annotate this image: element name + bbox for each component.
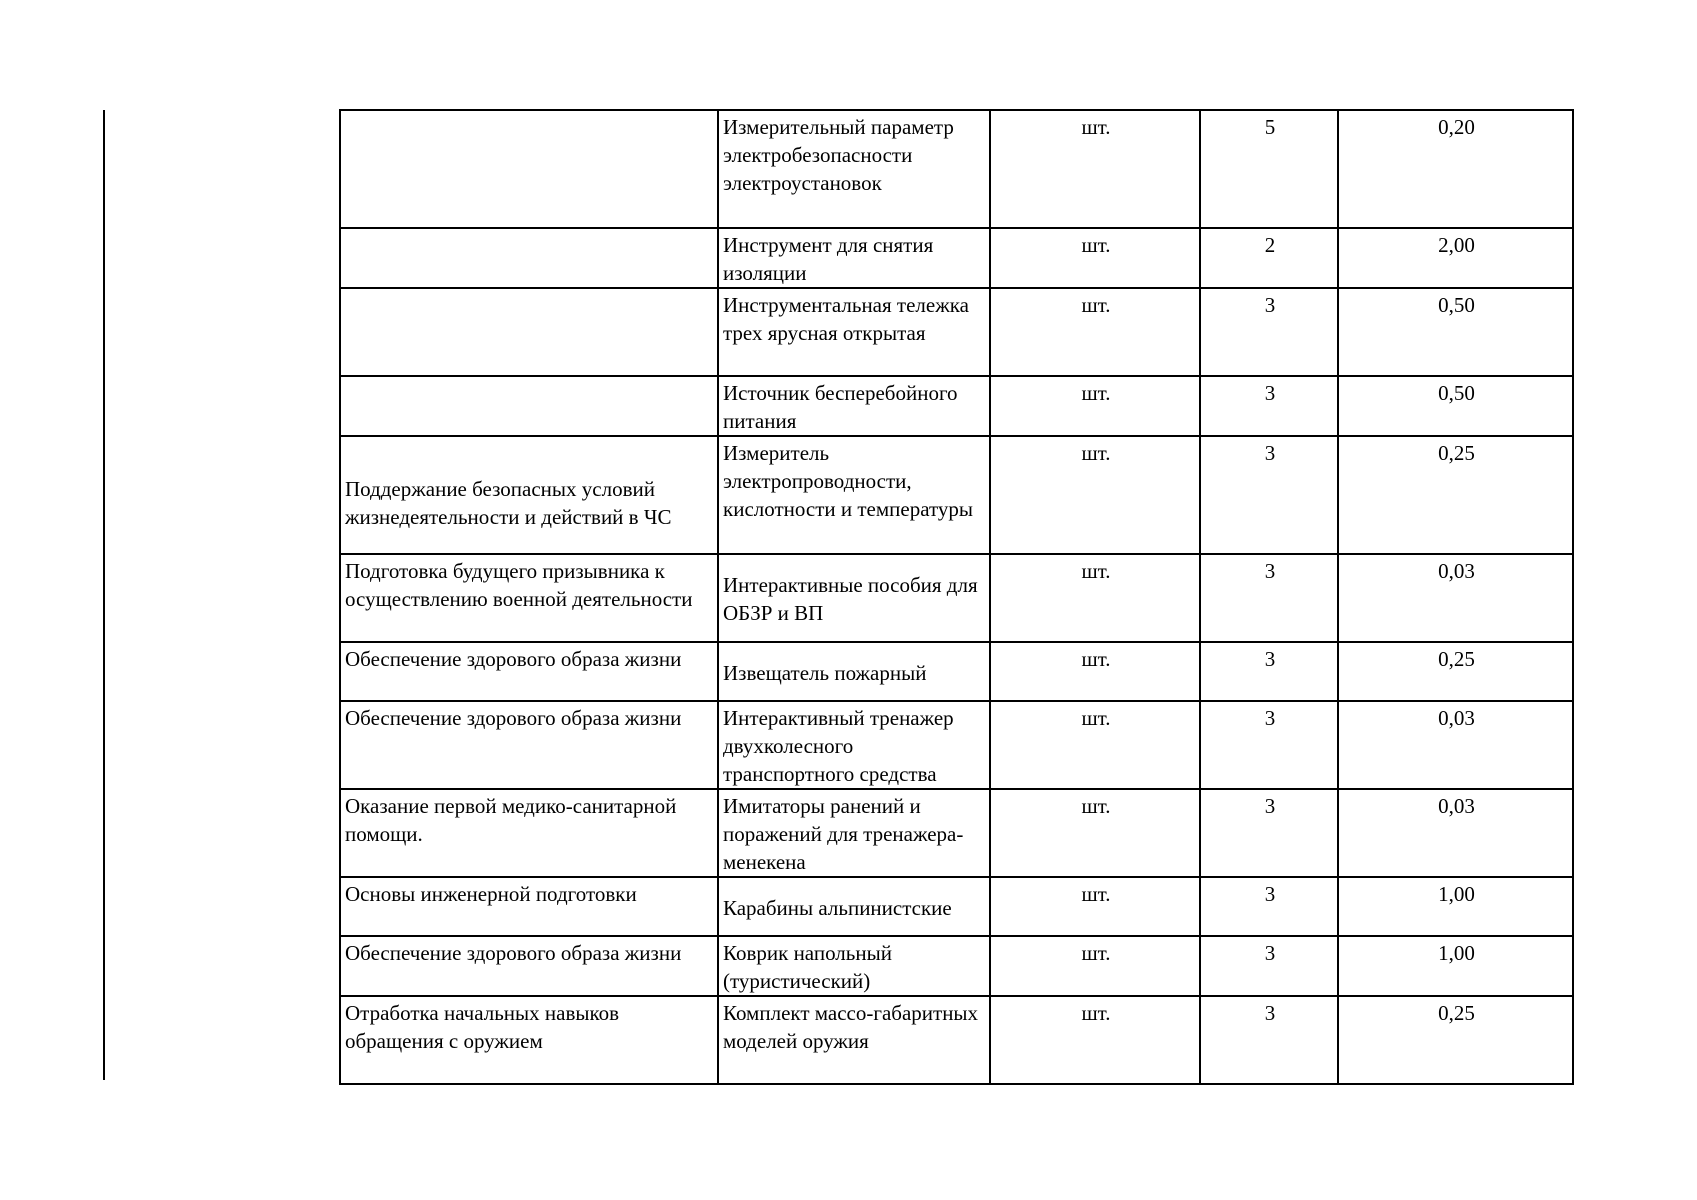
table-row <box>340 376 1573 436</box>
cell-item-name: Карабины альпинистские <box>718 877 990 936</box>
table-row <box>340 110 1573 228</box>
table-row <box>340 996 1573 1084</box>
cell-item-name: Измерительный параметр электробезопасности электроустановок <box>718 110 990 228</box>
cell-purpose: Обеспечение здорового образа жизни <box>340 642 718 701</box>
cell-unit: шт. <box>990 228 1200 288</box>
cell-purpose <box>340 110 718 228</box>
cell-coefficient: 0,03 <box>1338 554 1573 642</box>
cell-coefficient: 0,25 <box>1338 436 1573 554</box>
cell-quantity: 3 <box>1200 554 1338 642</box>
equipment-table <box>339 109 1574 1085</box>
cell-item-name: Комплект массо-габаритных моделей оружия <box>718 996 990 1084</box>
table-row <box>340 642 1573 701</box>
cell-unit: шт. <box>990 877 1200 936</box>
cell-purpose <box>340 228 718 288</box>
cell-quantity: 3 <box>1200 701 1338 789</box>
cell-unit: шт. <box>990 701 1200 789</box>
cell-quantity: 2 <box>1200 228 1338 288</box>
cell-quantity: 3 <box>1200 376 1338 436</box>
cell-item-name: Инструмент для снятия изоляции <box>718 228 990 288</box>
cell-quantity: 3 <box>1200 436 1338 554</box>
cell-purpose <box>340 376 718 436</box>
cell-purpose: Оказание первой медико-санитарной помощи. <box>340 789 718 877</box>
cell-item-name: Коврик напольный (туристический) <box>718 936 990 996</box>
cell-purpose: Основы инженерной подготовки <box>340 877 718 936</box>
cell-item-name: Инструментальная тележка трех ярусная открытая <box>718 288 990 376</box>
cell-quantity: 3 <box>1200 789 1338 877</box>
page-margin-line <box>103 110 105 1080</box>
cell-item-name: Интерактивный тренажер двухколесного транспортного средства <box>718 701 990 789</box>
table-row <box>340 936 1573 996</box>
cell-purpose <box>340 288 718 376</box>
table-row <box>340 436 1573 554</box>
cell-quantity: 3 <box>1200 877 1338 936</box>
cell-unit: шт. <box>990 789 1200 877</box>
cell-unit: шт. <box>990 288 1200 376</box>
cell-coefficient: 0,03 <box>1338 701 1573 789</box>
cell-coefficient: 0,50 <box>1338 288 1573 376</box>
cell-purpose: Подготовка будущего призывника к осуществлению военной деятельности <box>340 554 718 642</box>
cell-unit: шт. <box>990 376 1200 436</box>
cell-quantity: 5 <box>1200 110 1338 228</box>
cell-unit: шт. <box>990 936 1200 996</box>
cell-unit: шт. <box>990 642 1200 701</box>
cell-unit: шт. <box>990 110 1200 228</box>
cell-quantity: 3 <box>1200 288 1338 376</box>
table-row <box>340 789 1573 877</box>
cell-purpose: Отработка начальных навыков обращения с оружием <box>340 996 718 1084</box>
cell-coefficient: 2,00 <box>1338 228 1573 288</box>
table-row <box>340 554 1573 642</box>
cell-quantity: 3 <box>1200 642 1338 701</box>
cell-coefficient: 1,00 <box>1338 936 1573 996</box>
cell-unit: шт. <box>990 436 1200 554</box>
cell-quantity: 3 <box>1200 936 1338 996</box>
cell-purpose: Обеспечение здорового образа жизни <box>340 701 718 789</box>
cell-coefficient: 0,20 <box>1338 110 1573 228</box>
cell-item-name: Интерактивные пособия для ОБЗР и ВП <box>718 554 990 642</box>
cell-coefficient: 0,25 <box>1338 996 1573 1084</box>
cell-coefficient: 0,25 <box>1338 642 1573 701</box>
cell-coefficient: 0,50 <box>1338 376 1573 436</box>
cell-item-name: Источник бесперебойного питания <box>718 376 990 436</box>
cell-item-name: Имитаторы ранений и поражений для тренажера-менекена <box>718 789 990 877</box>
cell-item-name: Извещатель пожарный <box>718 642 990 701</box>
table-row <box>340 228 1573 288</box>
cell-coefficient: 0,03 <box>1338 789 1573 877</box>
cell-item-name: Измеритель электропроводности, кислотности и температуры <box>718 436 990 554</box>
table-row <box>340 877 1573 936</box>
cell-unit: шт. <box>990 554 1200 642</box>
cell-purpose: Обеспечение здорового образа жизни <box>340 936 718 996</box>
cell-coefficient: 1,00 <box>1338 877 1573 936</box>
cell-purpose: Поддержание безопасных условий жизнедеятельности и действий в ЧС <box>340 436 718 554</box>
table-row <box>340 288 1573 376</box>
cell-unit: шт. <box>990 996 1200 1084</box>
table-row <box>340 701 1573 789</box>
cell-quantity: 3 <box>1200 996 1338 1084</box>
